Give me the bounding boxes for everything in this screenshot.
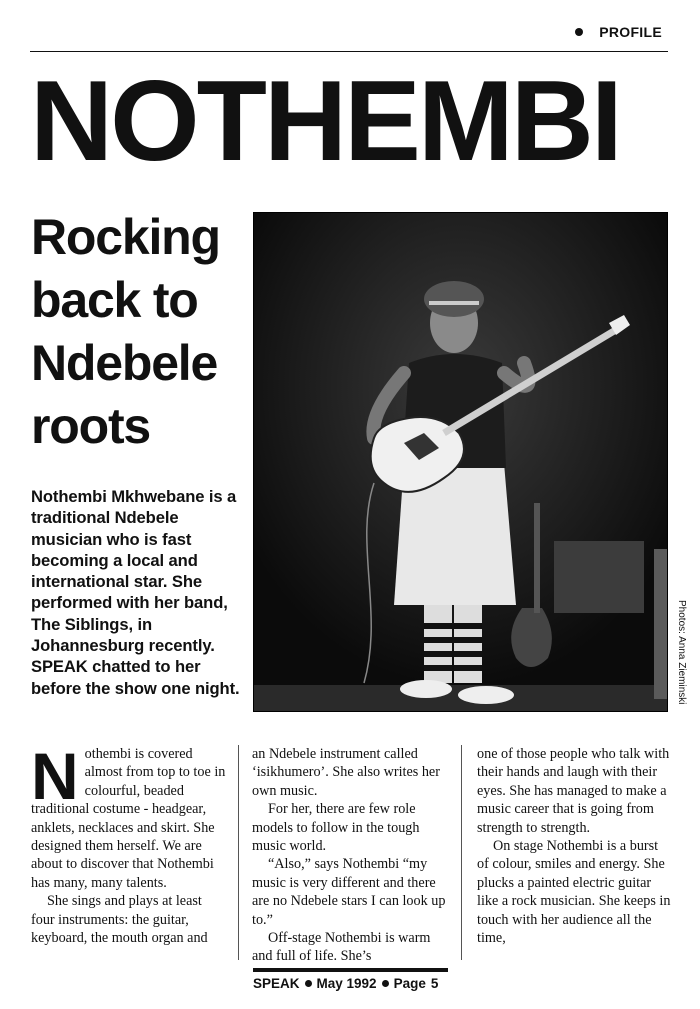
photo-credit-text: Photos: Anna Zieminski (676, 600, 687, 705)
concert-photo (253, 212, 668, 712)
column-divider (238, 745, 239, 960)
drop-cap: N (31, 739, 79, 813)
page-number: 5 (430, 976, 439, 991)
body-paragraph: one of those people who talk with their hands and laugh with their eyes. She has managed to make a music career that is going from strength to strength. (477, 746, 670, 836)
body-column-2 (252, 745, 448, 966)
intro-paragraph: Nothembi Mkhwebane is a traditional Ndebele musician who is fast becoming a local and international star. She performed with her band, The Siblings, in Johannesburg recently. SPEAK chatted to her before the show one night. (31, 487, 240, 698)
issue-date: May 1992 (316, 976, 377, 991)
bullet-icon (382, 980, 389, 987)
section-tag (575, 24, 662, 40)
body-paragraph: For her, there are few role models to follow in the tough music world. (252, 801, 420, 855)
column-divider (461, 745, 462, 960)
page-footer (253, 976, 438, 991)
body-paragraph: “Also,” says Nothembi “my music is very different and there are no Ndebele stars I can look up to.” (252, 856, 446, 928)
body-paragraph: She sings and plays at least four instruments: the guitar, keyboard, the mouth organ and (31, 893, 208, 947)
headline: NOTHEMBI (30, 58, 620, 185)
body-column-1 (31, 739, 227, 947)
body-paragraph: othembi is covered almost from top to toe in colourful, beaded traditional costume - headgear, anklets, necklaces and skirt. She designed them herself. We are about to discover that Nothembi has many, many talents. (31, 746, 226, 891)
subhead-line: back to (31, 272, 198, 328)
bullet-icon (575, 28, 583, 36)
publication-name: SPEAK (253, 976, 300, 991)
bullet-icon (305, 980, 312, 987)
body-paragraph: On stage Nothembi is a burst of colour, smiles and energy. She plucks a painted electric guitar like a rock musician. She keeps in touch with her audience all the time, (477, 838, 671, 947)
subheadline (31, 206, 241, 458)
subhead-line: Rocking (31, 209, 220, 265)
subhead-line: roots (31, 398, 151, 454)
top-rule (30, 51, 668, 52)
photo-credit (676, 600, 690, 720)
body-paragraph: an Ndebele instrument called ‘isikhumero’. She also writes her own music. (252, 746, 440, 799)
body-column-3 (477, 745, 673, 947)
section-label: PROFILE (599, 24, 662, 40)
subhead-line: Ndebele (31, 335, 218, 391)
footer-rule (253, 968, 448, 972)
page-label: Page (393, 976, 426, 991)
body-paragraph: Off-stage Nothembi is warm and full of life. She’s (252, 930, 431, 965)
